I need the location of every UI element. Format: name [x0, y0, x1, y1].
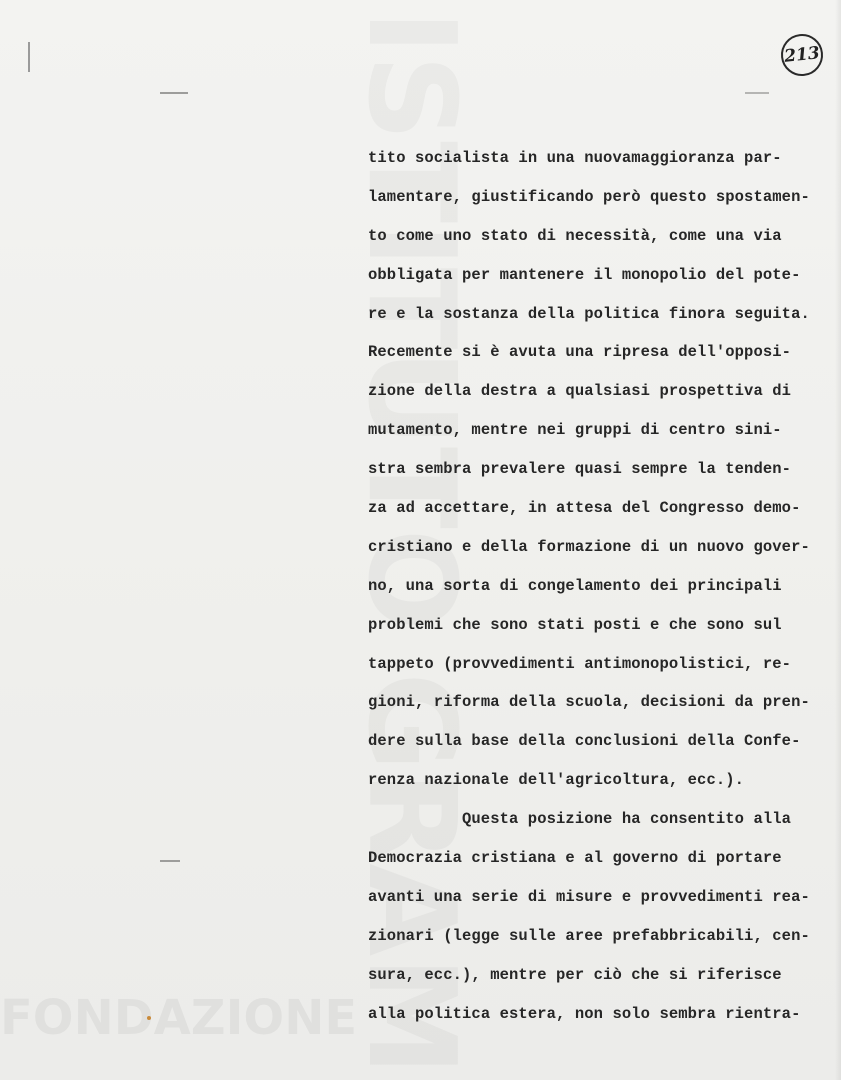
text-line: lamentare, giustificando però questo spostamen-: [368, 187, 810, 206]
text-line: cristiano e della formazione di un nuovo gover-: [368, 537, 810, 556]
text-line: sura, ecc.), mentre per ciò che si riferisce: [368, 965, 782, 984]
text-line: problemi che sono stati posti e che sono sul: [368, 615, 782, 634]
punch-hole-mark: [28, 42, 30, 72]
text-line: no, una sorta di congelamento dei principali: [368, 576, 782, 595]
text-line: dere sulla base della conclusioni della Confe-: [368, 732, 801, 751]
text-line: stra sembra prevalere quasi sempre la tenden-: [368, 460, 792, 479]
text-line: Recemente si è avuta una ripresa dell'opposi-: [368, 343, 792, 362]
text-line: re e la sostanza della politica finora seguita.: [368, 304, 810, 323]
text-line: alla politica estera, non solo sembra rientra-: [368, 1004, 801, 1023]
margin-dash-mark: [745, 92, 769, 94]
page-number-stamp: 213: [779, 32, 825, 78]
paper-speck: [147, 1016, 151, 1020]
text-line: tappeto (provvedimenti antimonopolistici, re-: [368, 654, 792, 673]
margin-dash-mark: [160, 860, 180, 862]
paragraph-start-line: Questa posizione ha consentito alla: [462, 810, 792, 829]
text-line: zionari (legge sulle aree prefabbricabili, cen-: [368, 926, 810, 945]
margin-dash-mark: [160, 92, 188, 94]
text-line: gioni, riforma della scuola, decisioni da pren-: [368, 693, 810, 712]
typed-text-body: [368, 145, 838, 1039]
text-line: obbligata per mantenere il monopolio del pote-: [368, 265, 801, 284]
text-line: avanti una serie di misure e provvedimenti rea-: [368, 887, 810, 906]
text-line: renza nazionale dell'agricoltura, ecc.).: [368, 771, 745, 790]
foundation-watermark: FONDAZIONE: [0, 990, 358, 1046]
text-line: mutamento, mentre nei gruppi di centro sini-: [368, 421, 782, 440]
text-line: Democrazia cristiana e al governo di portare: [368, 849, 782, 868]
text-line: zione della destra a qualsiasi prospettiva di: [368, 382, 792, 401]
text-line: za ad accettare, in attesa del Congresso demo-: [368, 499, 801, 518]
text-line: tito socialista in una nuovamaggioranza par-: [368, 149, 782, 167]
text-line: to come uno stato di necessità, come una via: [368, 226, 782, 245]
